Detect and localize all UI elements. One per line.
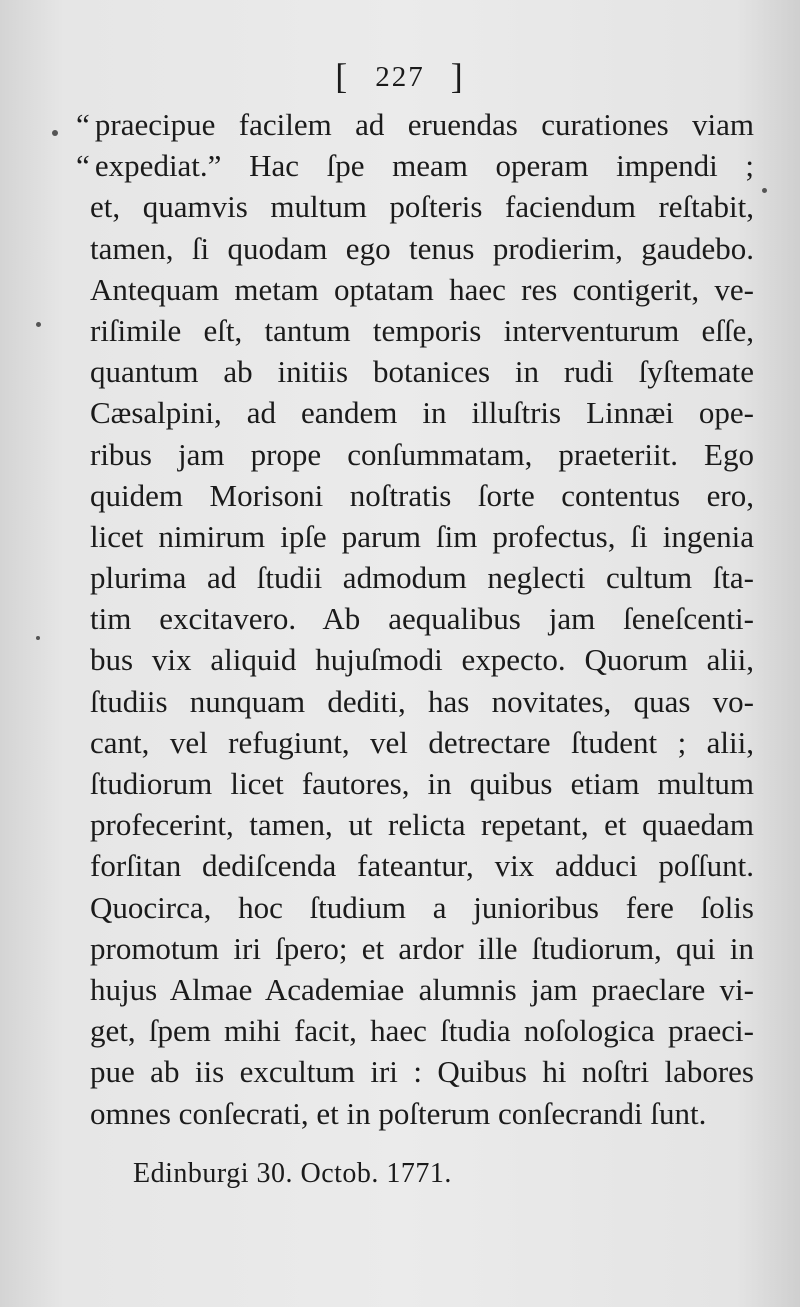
text-line: plurima ad ſtudii admodum neglecti cultum ſta- <box>90 560 754 596</box>
text-line: tamen, ſi quodam ego tenus prodierim, gaudebo. <box>90 230 754 266</box>
ink-speck <box>36 322 41 327</box>
text-line: ribus jam prope conſummatam, praeteriit. Ego <box>90 436 754 472</box>
page-number: 227 <box>375 61 425 93</box>
text-line: pue ab iis excultum iri : Quibus hi noſtri labores <box>90 1054 754 1090</box>
ink-speck <box>52 130 58 136</box>
ink-speck <box>762 188 767 193</box>
text-line: omnes conſecrati, et in poſterum conſecrandi ſunt. <box>90 1095 707 1131</box>
body-text <box>76 104 754 1134</box>
text-line: promotum iri ſpero; et ardor ille ſtudiorum, qui in <box>90 930 754 966</box>
text-line: tim excitavero. Ab aequalibus jam ſeneſcenti- <box>90 601 754 637</box>
text-line: ſtudiorum licet fautores, in quibus etiam multum <box>90 766 754 801</box>
text-line: profecerint, tamen, ut relicta repetant, et quaedam <box>90 807 754 843</box>
text-line: “ praecipue facilem ad eruendas curationes viam <box>76 107 754 142</box>
page-header <box>0 55 800 97</box>
text-line: Cæsalpini, ad eandem in illuſtris Linnæi ope- <box>90 395 754 431</box>
text-line: licet nimirum ipſe parum ſim profectus, ſi ingenia <box>90 518 754 554</box>
right-bracket: ] <box>450 56 465 96</box>
text-line: Antequam metam optatam haec res contigerit, ve- <box>90 271 754 307</box>
signoff-place-date: Edinburgi 30. Octob. 1771. <box>133 1158 452 1189</box>
text-line: quidem Morisoni noſtratis ſorte contentus ero, <box>90 477 754 513</box>
text-line: Quocirca, hoc ſtudium a junioribus fere ſolis <box>90 889 754 925</box>
text-line: bus vix aliquid hujuſmodi expecto. Quorum alii, <box>90 642 754 678</box>
text-line: forſitan dediſcenda fateantur, vix adduci poſſunt. <box>90 848 754 884</box>
left-bracket: [ <box>335 56 350 96</box>
ink-speck <box>36 636 40 640</box>
text-line: quantum ab initiis botanices in rudi ſyſtemate <box>90 354 754 390</box>
text-line: ſtudiis nunquam dediti, has novitates, quas vo- <box>90 683 754 719</box>
text-line: get, ſpem mihi facit, haec ſtudia noſologica praeci- <box>90 1013 754 1049</box>
text-line: cant, vel refugiunt, vel detrectare ſtudent ; alii, <box>90 724 754 760</box>
text-line: et, quamvis multum poſteris faciendum reſtabit, <box>90 189 754 225</box>
text-line: hujus Almae Academiae alumnis jam praeclare vi- <box>90 971 754 1007</box>
text-line: “ expediat.” Hac ſpe meam operam impendi ; <box>76 148 754 184</box>
text-line: riſimile eſt, tantum temporis interventurum eſſe, <box>90 312 754 348</box>
